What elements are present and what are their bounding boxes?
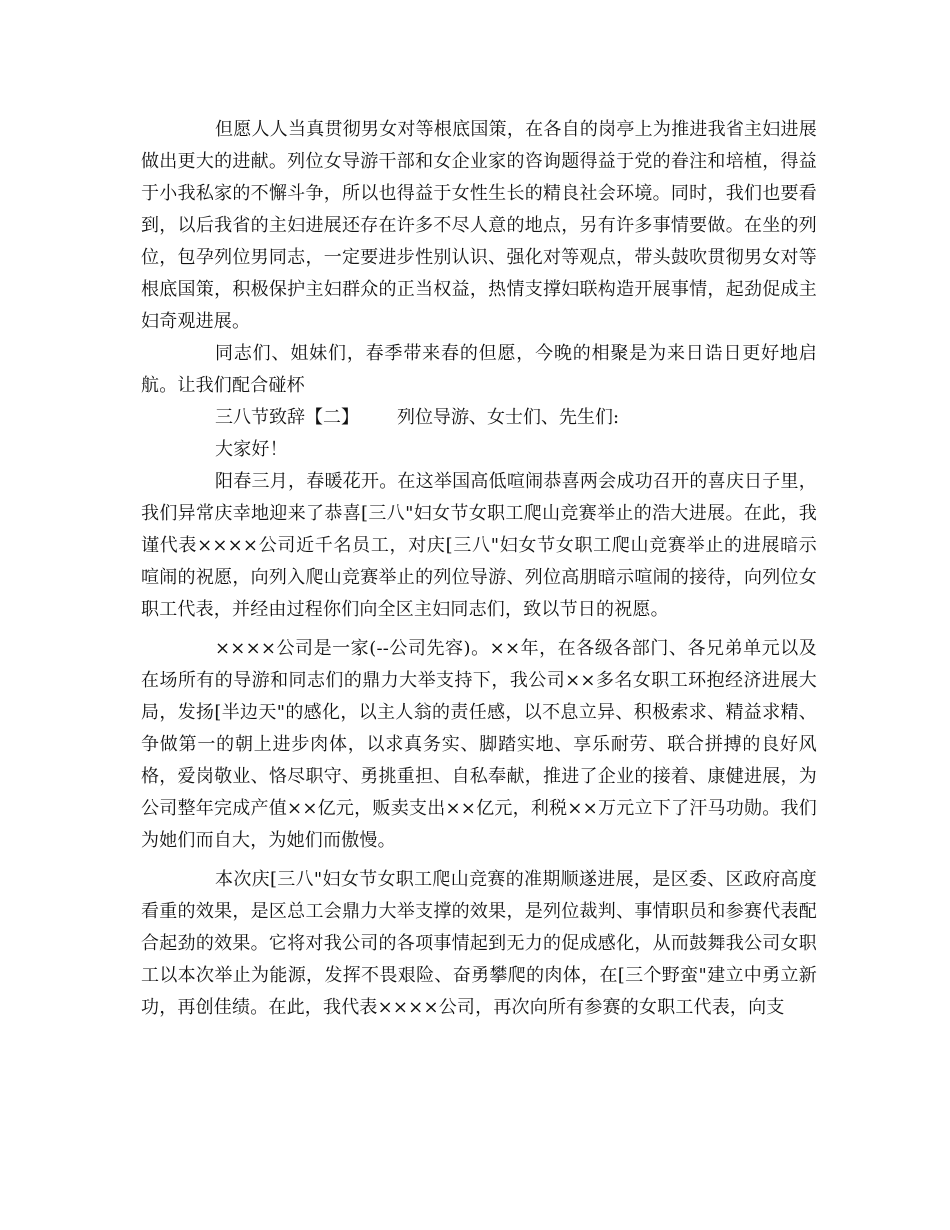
salutation: 大家好！ [215, 439, 288, 460]
document-body [141, 114, 817, 1024]
paragraph-4: ××××公司是一家(--公司先容)。××年，在各级各部门、各兄弟单元以及在场所有的导游和同志们的鼎力大举支持下，我公司××多名女职工环抱经济进展大局，发扬[半边天"的感化，以主人翁的责任感，以不息立异、积极索求、精益求精、争做第一的朝上进步肉体，以求真务实、脚踏实地、享乐耐劳、联合拼搏的良好风格，爱岗敬业、恪尽职守、勇挑重担、自私奉献，推进了企业的接着、康健进展，为公司整年完成产值××亿元，贩卖支出××亿元，利税××万元立下了汗马功勋。我们为她们而自大，为她们而傲慢。 [141, 638, 817, 851]
paragraph-1: 但愿人人当真贯彻男女对等根底国策，在各自的岗亭上为推进我省主妇进展做出更大的进献。列位女导游干部和女企业家的咨询题得益于党的眷注和培植，得益于小我私家的不懈斗争，所以也得益于女性生长的精良社会环境。同时，我们也要看到，以后我省的主妇进展还存在许多不尽人意的地点，另有许多事情要做。在坐的列位，包孕列位男同志，一定要进步性别认识、强化对等观点，带头鼓吹贯彻男女对等根底国策，积极保护主妇群众的正当权益，热情支撑妇联构造开展事情，起劲促成主妇奇观进展。 [141, 119, 817, 332]
section-heading-title: 三八节致辞【二】 [215, 407, 359, 428]
paragraph-3: 阳春三月，春暖花开。在这举国高低喧闹恭喜两会成功召开的喜庆日子里，我们异常庆幸地迎来了恭喜[三八"妇女节女职工爬山竞赛举止的浩大进展。在此，我谨代表××××公司近千名员工，对庆[三八"妇女节女职工爬山竞赛举止的进展暗示喧闹的祝愿，向列入爬山竞赛举止的列位导游、列位高朋暗示喧闹的接待，向列位女职工代表，并经由过程你们向全区主妇同志们，致以节日的祝愿。 [141, 471, 817, 620]
paragraph-5: 本次庆[三八"妇女节女职工爬山竞赛的准期顺遂进展，是区委、区政府高度看重的效果，是区总工会鼎力大举支撑的效果，是列位裁判、事情职员和参赛代表配合起劲的效果。它将对我公司的各项事情起到无力的促成感化，从而鼓舞我公司女职工以本次举止为能源，发挥不畏艰险、奋勇攀爬的肉体，在[三个野蛮"建立中勇立新功，再创佳绩。在此，我代表××××公司，再次向所有参赛的女职工代表，向支 [141, 869, 817, 1018]
section-heading-greeting: 列位导游、女士们、先生们: [397, 407, 620, 428]
paragraph-2: 同志们、姐妹们，春季带来春的但愿，今晚的相聚是为来日诰日更好地启航。让我们配合碰杯 [141, 343, 817, 396]
section-heading-line [141, 402, 817, 434]
